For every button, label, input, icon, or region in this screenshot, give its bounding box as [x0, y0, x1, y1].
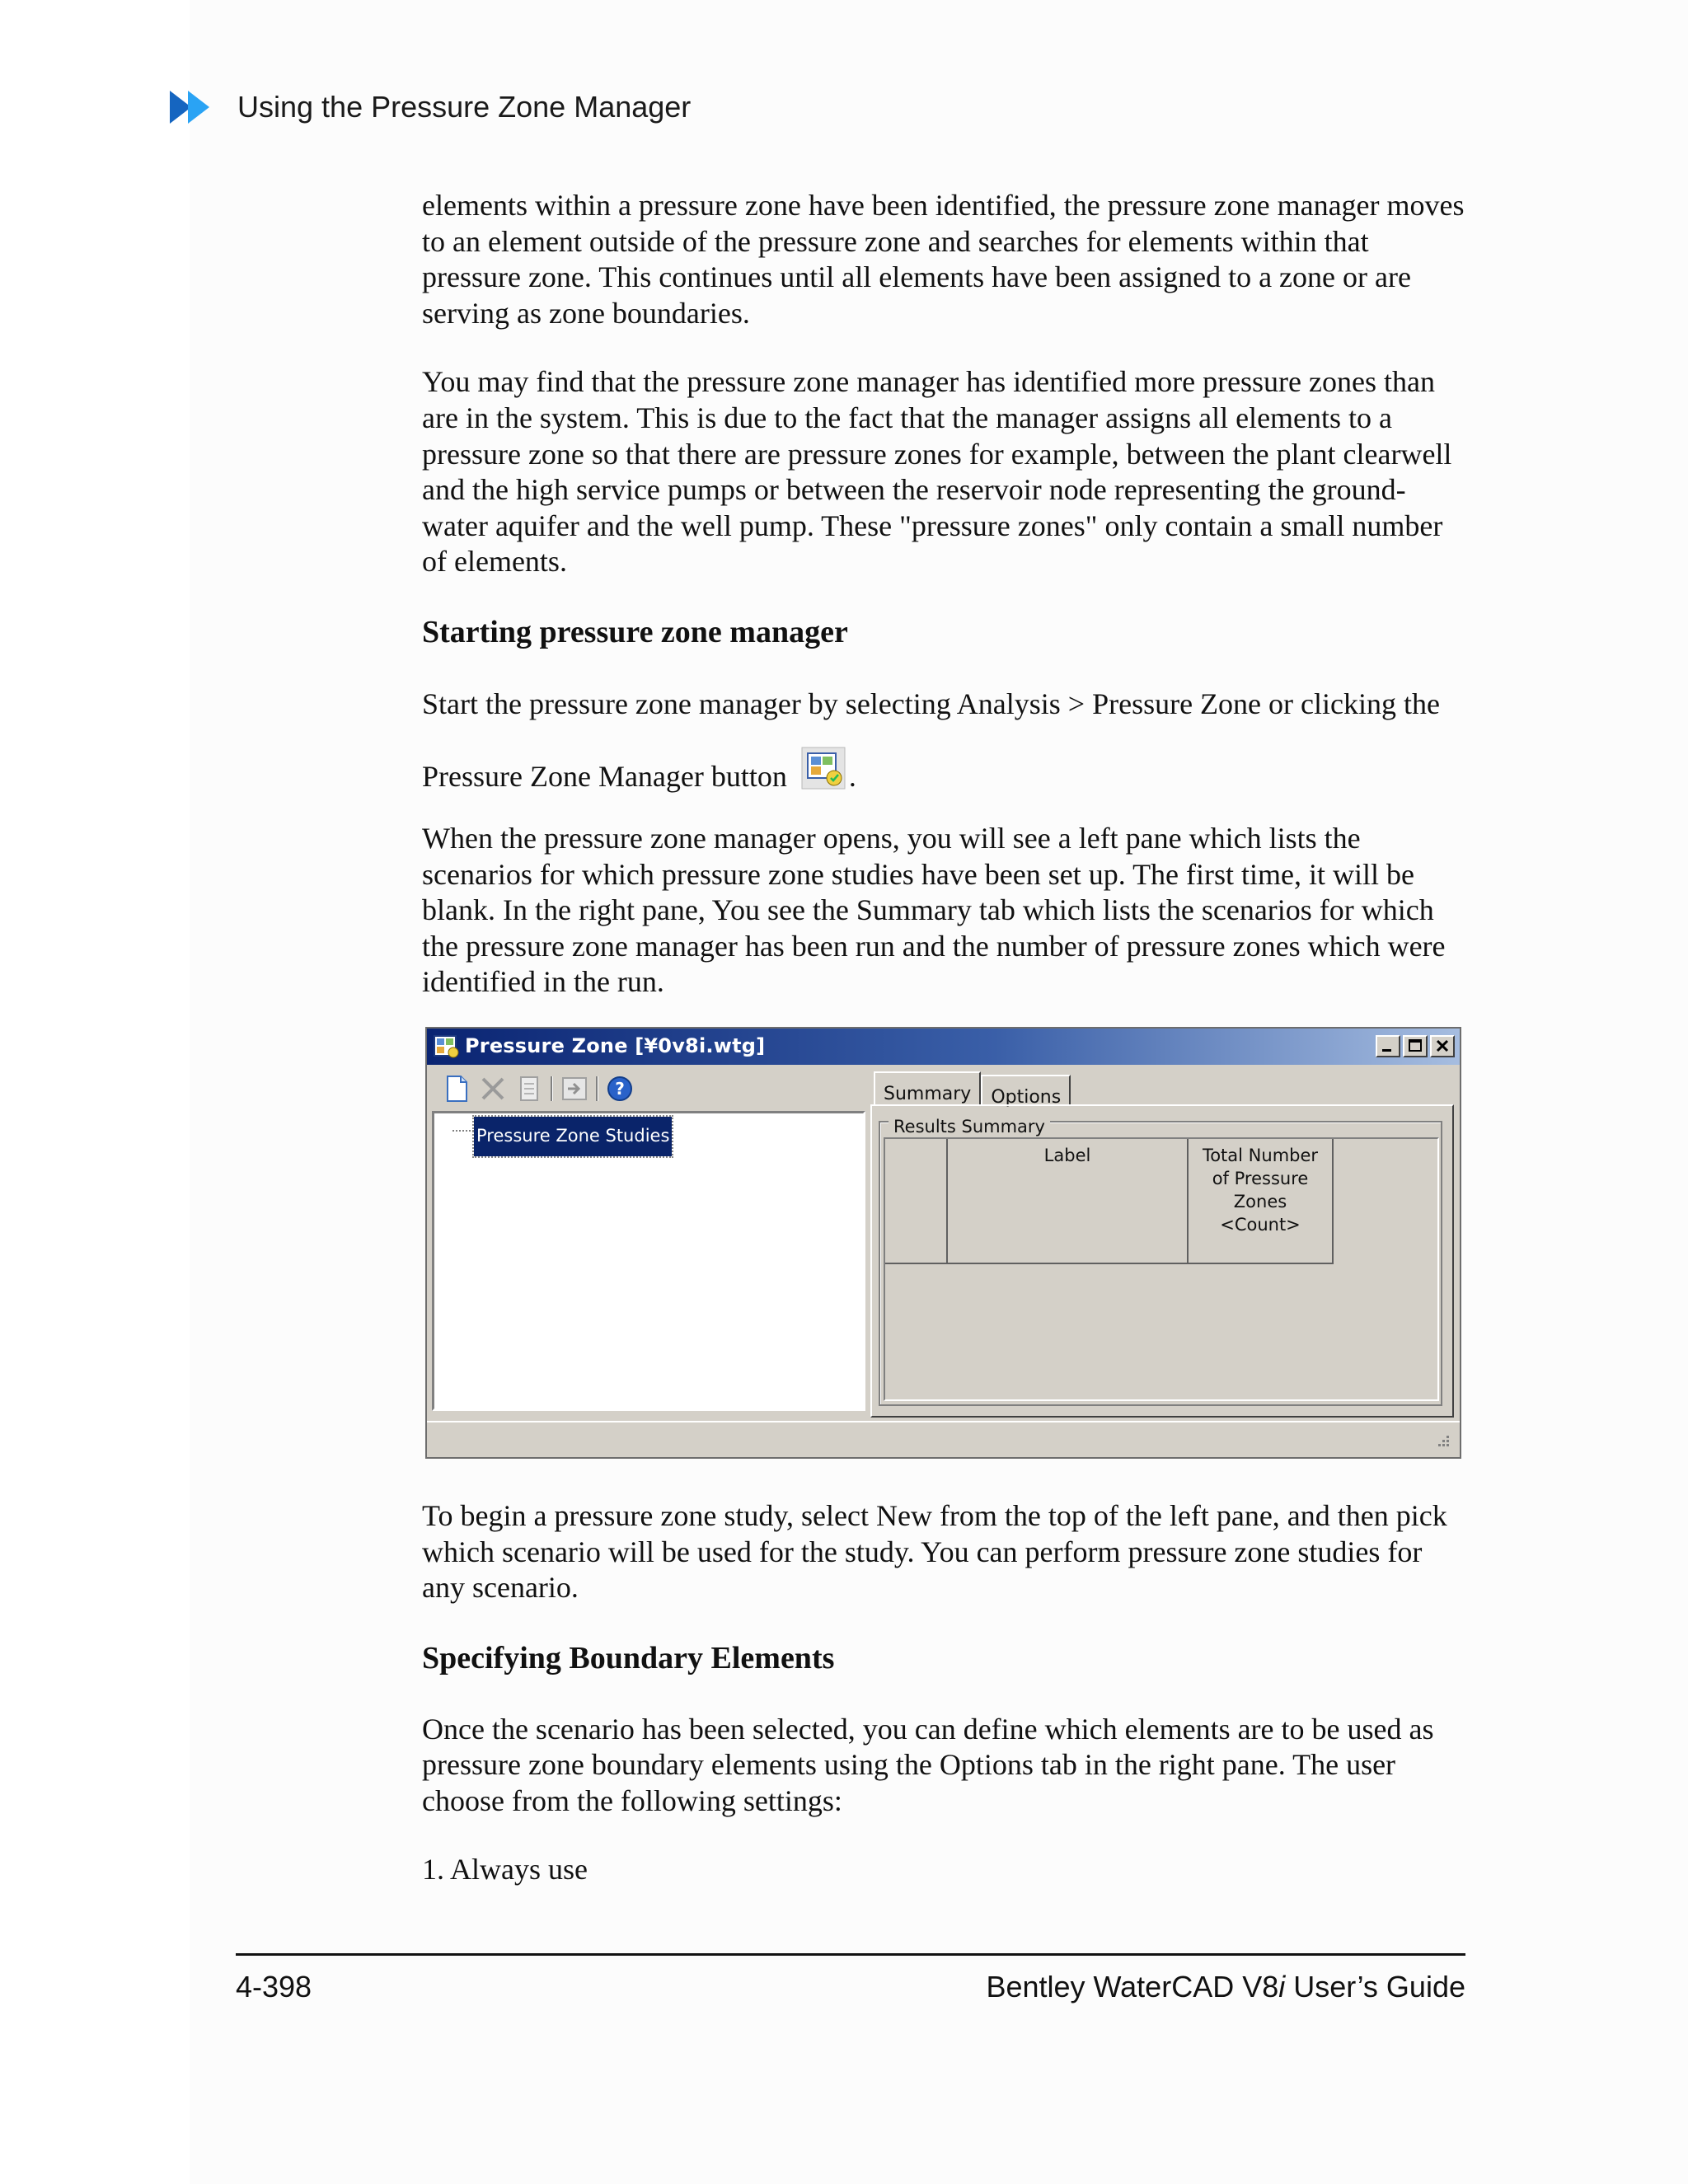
right-pane	[870, 1070, 1457, 1416]
maximize-button[interactable]	[1403, 1035, 1428, 1057]
results-grid[interactable]	[884, 1137, 1439, 1401]
tab-options[interactable]: Options	[981, 1075, 1071, 1106]
column-header-total-zones[interactable]: Total Number of Pressure Zones <Count>	[1189, 1139, 1334, 1264]
section-heading: Specifying Boundary Elements	[422, 1640, 835, 1675]
paragraph: You may find that the pressure zone manager has identified more pressure zones than are in the system. This is due to the fact that the manager assigns all elements to a pressure zone so that there are pressure zones for example, between the plant clearwell and the high service pumps or between the reservoir node representing the ground-water aquifer and the well pump. These "pressure zones" only contain a small number of elements.	[422, 365, 1452, 579]
list-item: 1. Always use	[422, 1853, 588, 1886]
pressure-zone-manager-icon	[801, 747, 846, 790]
paragraph-text: .	[848, 759, 856, 793]
svg-text:?: ?	[615, 1078, 625, 1099]
help-button[interactable]	[605, 1074, 635, 1104]
window-title: Pressure Zone [¥0v8i.wtg]	[465, 1034, 766, 1058]
window-controls	[1373, 1035, 1455, 1057]
toolbar-separator	[596, 1076, 598, 1101]
tab-strip	[874, 1070, 1071, 1106]
pressure-zone-window	[425, 1027, 1461, 1459]
left-toolbar	[432, 1070, 854, 1108]
status-bar	[427, 1421, 1460, 1457]
close-icon	[1434, 1038, 1451, 1053]
resize-grip-icon[interactable]	[1433, 1432, 1451, 1451]
running-head	[170, 86, 691, 129]
paragraph: elements within a pressure zone have been identified, the pressure zone manager moves to an element outside of the pressure zone and searches for elements within that pressure zone. This continues until all elements have been assigned to a zone or are serving as zone boundaries.	[422, 189, 1465, 330]
results-summary-group	[879, 1116, 1442, 1406]
footer-title-text: User’s Guide	[1285, 1970, 1465, 2004]
tree-node-pressure-zone-studies[interactable]: Pressure Zone Studies	[474, 1117, 672, 1156]
footer-rule	[236, 1953, 1465, 1956]
footer-title	[986, 1970, 1465, 2004]
copy-button[interactable]	[514, 1074, 544, 1104]
tree-connector	[452, 1130, 474, 1132]
pane-splitter[interactable]	[865, 1068, 869, 1414]
pressure-zone-app-icon	[434, 1034, 460, 1059]
minimize-icon	[1380, 1038, 1396, 1053]
body-text	[422, 188, 1469, 1921]
column-header-label[interactable]: Label	[948, 1139, 1189, 1264]
new-button[interactable]	[442, 1074, 471, 1104]
copy-icon	[518, 1076, 541, 1102]
studies-tree[interactable]	[432, 1111, 865, 1411]
column-header-row-selector[interactable]	[885, 1139, 948, 1264]
section-heading: Starting pressure zone manager	[422, 614, 848, 649]
toolbar-separator	[551, 1076, 553, 1101]
paragraph	[422, 668, 1469, 813]
new-icon	[444, 1075, 469, 1103]
compute-button[interactable]	[560, 1074, 589, 1104]
page-number: 4-398	[236, 1970, 312, 2004]
delete-button[interactable]	[478, 1074, 508, 1104]
close-button[interactable]	[1430, 1035, 1455, 1057]
running-head-title: Using the Pressure Zone Manager	[237, 90, 692, 124]
footer-title-text: Bentley WaterCAD V8	[986, 1970, 1279, 2004]
compute-icon	[561, 1076, 588, 1101]
paragraph: When the pressure zone manager opens, you will see a left pane which lists the scenarios for which pressure zone studies have been set up. The first time, it will be blank. In the right pane, You see the Summary tab which lists the scenarios for which the pressure zone manager has been run and the number of pressure zones which were identified in the run.	[422, 821, 1446, 999]
summary-tab-panel	[870, 1104, 1454, 1418]
delete-icon	[480, 1076, 506, 1102]
help-icon	[607, 1076, 633, 1102]
paragraph: To begin a pressure zone study, select New from the top of the left pane, and then pick which scenario will be used for the study. You can perform pressure zone studies for any scenario.	[422, 1498, 1447, 1605]
paragraph-text: Start the pressure zone manager by selecting Analysis > Pressure Zone or clicking the Pressure Zone Manager button	[422, 687, 1440, 793]
paragraph: Once the scenario has been selected, you can define which elements are to be used as pressure zone boundary elements using the Options tab in the right pane. The user choose from the following settings:	[422, 1712, 1434, 1817]
left-pane	[432, 1070, 854, 1409]
tab-summary[interactable]: Summary	[874, 1071, 981, 1106]
window-titlebar[interactable]	[427, 1029, 1460, 1065]
minimize-button[interactable]	[1376, 1035, 1400, 1057]
maximize-icon	[1407, 1038, 1423, 1053]
double-chevron-icon	[170, 88, 223, 126]
footer-title-italic: i	[1278, 1970, 1286, 2004]
group-title: Results Summary	[889, 1109, 1050, 1146]
